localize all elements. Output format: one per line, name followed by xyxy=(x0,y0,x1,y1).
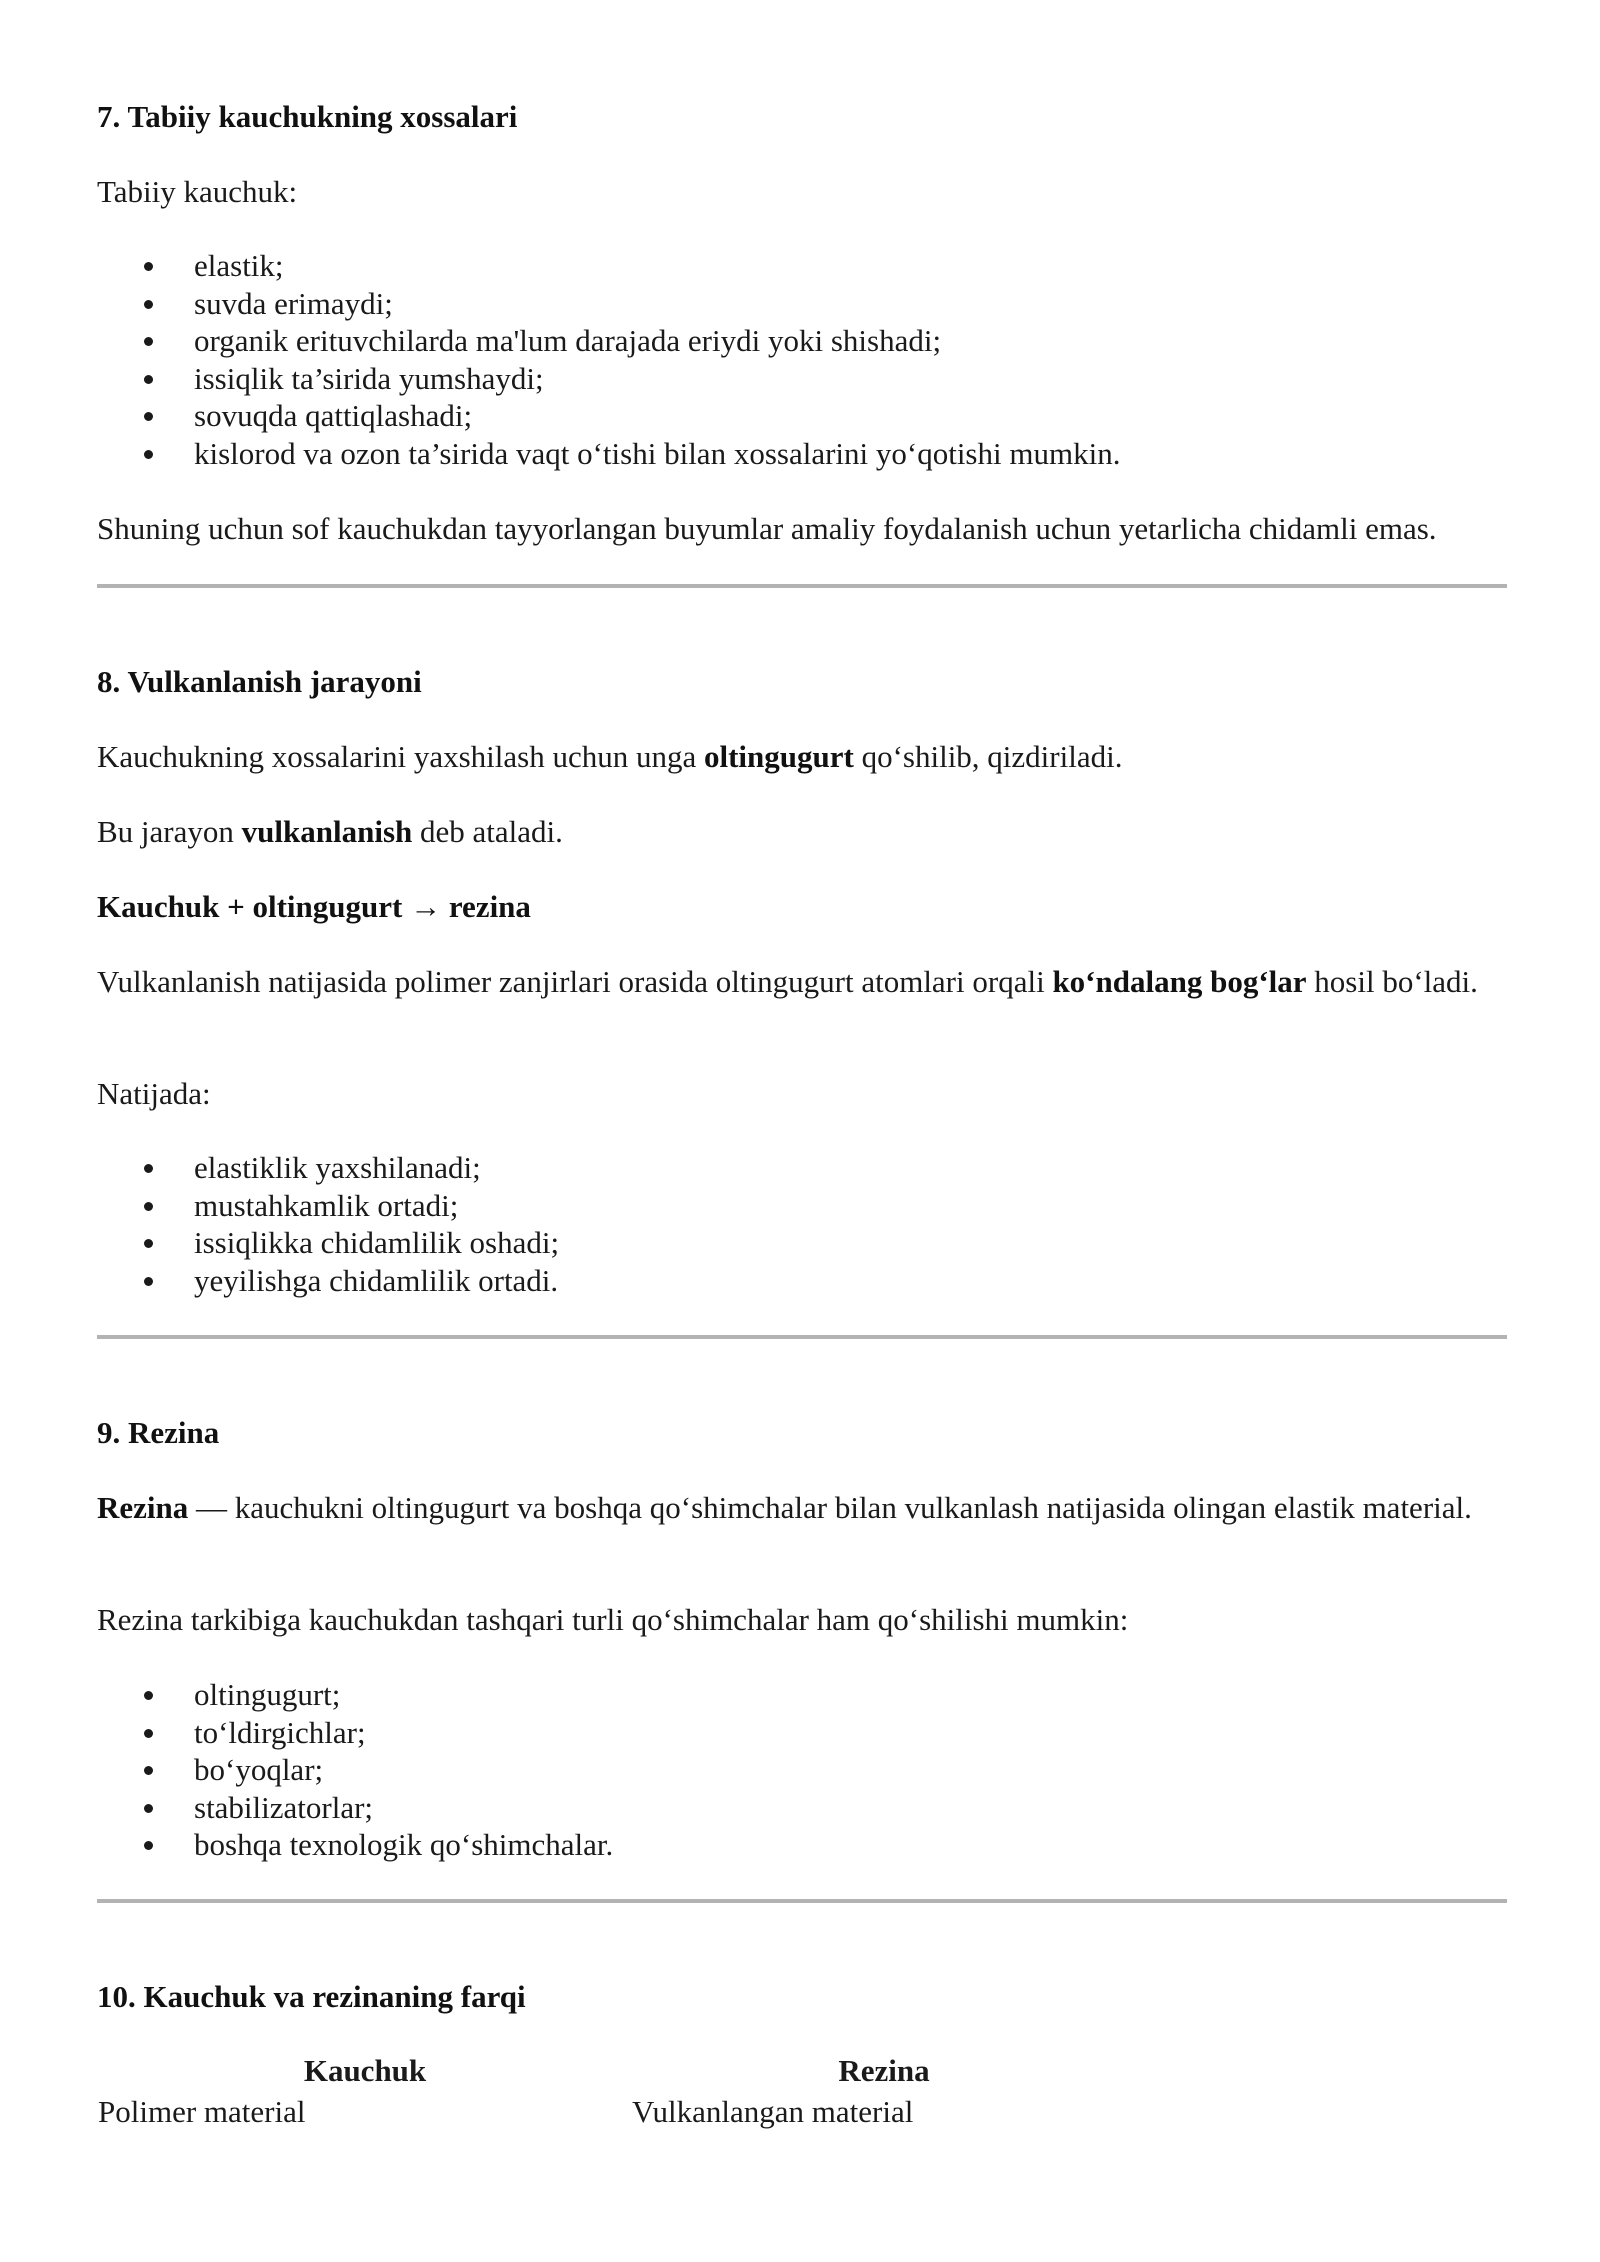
section-9-heading: 9. Rezina xyxy=(97,1415,220,1450)
list-item: issiqlik ta’sirida yumshaydi; xyxy=(97,360,1507,398)
section-7-conclusion: Shuning uchun sof kauchukdan tayyorlangan buyumlar amaliy foydalanish uchun yetarlicha chidamli emas. xyxy=(97,511,1437,546)
table-cell: Polimer material xyxy=(98,2094,306,2129)
list-item: suvda erimaydi; xyxy=(97,285,1507,323)
list-item: bo‘yoqlar; xyxy=(97,1751,1507,1789)
comparison-table xyxy=(98,2049,1136,2131)
list-item: boshqa texnologik qo‘shimchalar. xyxy=(97,1826,1507,1864)
section-8-paragraph-2: Bu jarayon vulkanlanish deb ataladi. xyxy=(97,814,563,849)
list-item: to‘ldirgichlar; xyxy=(97,1714,1507,1752)
list-item: oltingugurt; xyxy=(97,1676,1507,1714)
section-10-heading: 10. Kauchuk va rezinaning farqi xyxy=(97,1979,526,2014)
list-item: issiqlikka chidamlilik oshadi; xyxy=(97,1224,1507,1262)
section-8-result-label: Natijada: xyxy=(97,1076,211,1111)
rezina-definition: Rezina — kauchukni oltingugurt va boshqa qo‘shimchalar bilan vulkanlash natijasida olingan elastik material. xyxy=(97,1490,1472,1525)
table-cell: Vulkanlangan material xyxy=(632,2094,914,2129)
section-7-heading: 7. Tabiiy kauchukning xossalari xyxy=(97,99,518,134)
list-item: sovuqda qattiqlashadi; xyxy=(97,397,1507,435)
list-item: organik erituvchilarda ma'lum darajada eriydi yoki shishadi; xyxy=(97,322,1507,360)
section-9-list xyxy=(97,1676,1507,1864)
section-8-list xyxy=(97,1149,1507,1299)
table-row xyxy=(98,2093,1136,2131)
list-item: elastiklik yaxshilanadi; xyxy=(97,1149,1507,1187)
table-header-cell: Rezina xyxy=(838,2053,930,2088)
section-7-intro: Tabiiy kauchuk: xyxy=(97,174,298,209)
section-9-paragraph-2: Rezina tarkibiga kauchukdan tashqari turli qo‘shimchalar ham qo‘shilishi mumkin: xyxy=(97,1602,1129,1637)
list-item: yeyilishga chidamlilik ortadi. xyxy=(97,1262,1507,1300)
list-item: stabilizatorlar; xyxy=(97,1789,1507,1827)
list-item: mustahkamlik ortadi; xyxy=(97,1187,1507,1225)
section-8-paragraph-3: Vulkanlanish natijasida polimer zanjirlari orasida oltingugurt atomlari orqali ko‘ndalang bog‘lar hosil bo‘ladi. xyxy=(97,964,1478,999)
table-header-cell: Kauchuk xyxy=(303,2053,427,2088)
list-item: elastik; xyxy=(97,247,1507,285)
section-8-paragraph-1: Kauchukning xossalarini yaxshilash uchun unga oltingugurt qo‘shilib, qizdiriladi. xyxy=(97,739,1123,774)
list-item: kislorod va ozon ta’sirida vaqt o‘tishi bilan xossalarini yo‘qotishi mumkin. xyxy=(97,435,1507,473)
reaction-equation: Kauchuk + oltingugurt → rezina xyxy=(97,889,531,924)
section-divider xyxy=(97,1335,1507,1339)
section-divider xyxy=(97,1899,1507,1903)
section-8-heading: 8. Vulkanlanish jarayoni xyxy=(97,664,422,699)
section-divider xyxy=(97,584,1507,588)
table-header-row xyxy=(98,2049,1136,2093)
section-7-list xyxy=(97,247,1507,472)
